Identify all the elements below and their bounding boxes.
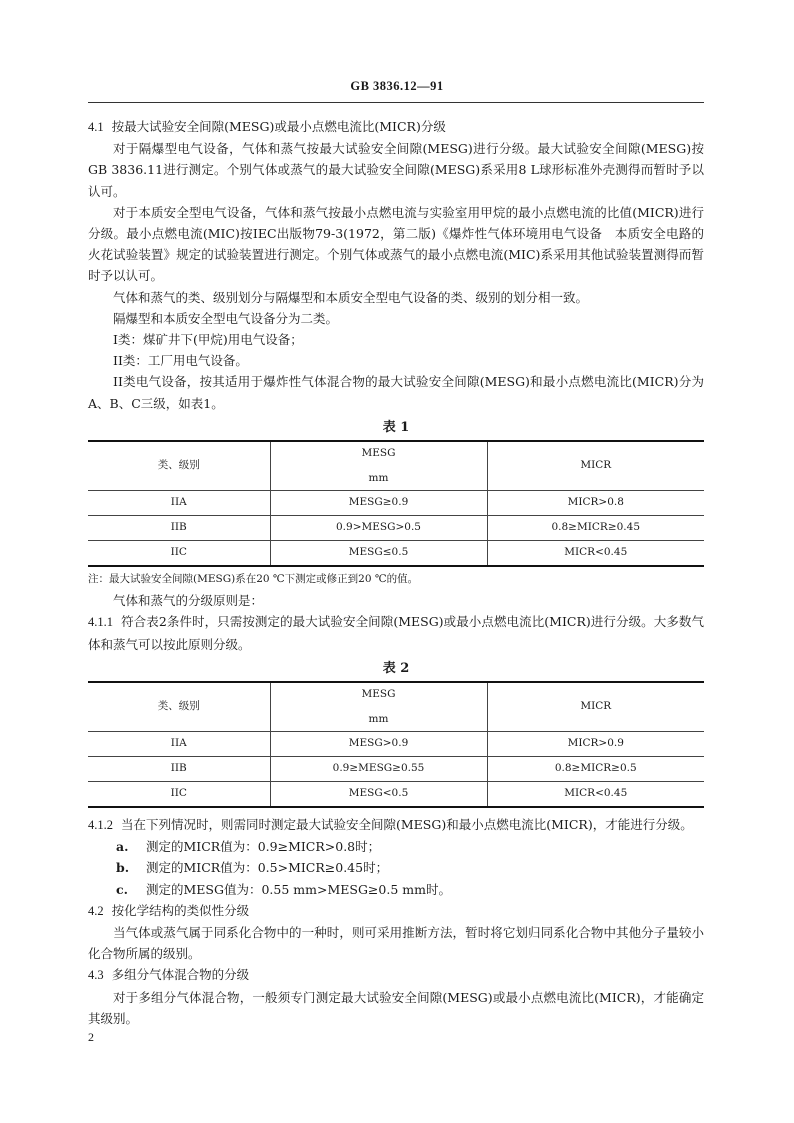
section-number: 4.1.1 [88,615,113,630]
cell-class: IIB [88,757,270,782]
cell-micr: MICR>0.8 [487,491,704,516]
table-1-caption: 表 1 [382,419,410,435]
header-class: 类、级别 [88,682,270,732]
cell-class: IIA [88,732,270,757]
cell-class: IIC [88,541,270,567]
list-label: c. [116,881,128,897]
table-row [88,782,704,808]
table-row [88,732,704,757]
cell-mesg: MESG>0.9 [270,732,487,757]
document-header: GB 3836.12—91 [350,79,444,93]
header-micr: MICR [487,682,704,732]
header-mesg [270,441,487,491]
cell-mesg: MESG≥0.9 [270,491,487,516]
paragraph: 当气体或蒸气属于同系化合物中的一种时，则可采用推断方法，暂时将它划归同系化合物中其他分子量较小化合物所属的级别。 [88,925,704,962]
table-row [88,757,704,782]
cell-mesg: 0.9≥MESG≥0.55 [270,757,487,782]
header-micr: MICR [487,441,704,491]
section-4-1-2 [88,814,704,836]
cell-mesg: 0.9>MESG>0.5 [270,516,487,541]
table-row [88,541,704,567]
section-4-1-heading [88,116,704,138]
list-label: b. [116,860,130,876]
list-label: a. [116,839,129,855]
table-header-row [88,441,704,491]
section-number: 4.1 [88,120,104,134]
table-2 [88,681,704,808]
principle-intro: 气体和蒸气的分级原则是： [113,593,264,609]
paragraph: 对于隔爆型电气设备，气体和蒸气按最大试验安全间隙(MESG)进行分级。最大试验安全间隙(MESG)按GB 3836.11进行测定。个别气体或蒸气的最大试验安全间隙(MESG)系采用8 L球形标准外壳测得而暂时予以认可。 [88,141,704,199]
table-row [88,491,704,516]
cell-class: IIA [88,491,270,516]
section-4-1-1 [88,611,704,654]
header-mesg [270,682,487,732]
header-rule [88,102,704,103]
cell-mesg: MESG<0.5 [270,782,487,808]
paragraph: 对于多组分气体混合物，一般须专门测定最大试验安全间隙(MESG)或最小点燃电流比(MICR)，才能确定其级别。 [88,989,704,1026]
section-title: 按最大试验安全间隙(MESG)或最小点燃电流比(MICR)分级 [111,119,446,134]
list-item [88,836,704,857]
section-text: 符合表2条件时，只需按测定的最大试验安全间隙(MESG)或最小点燃电流比(MICR)进行分级。大多数气体和蒸气可以按此原则分级。 [88,614,704,652]
list-text: 测定的MICR值为：0.5>MICR≥0.45时； [146,860,389,876]
list-text: 测定的MESG值为：0.55 mm>MESG≥0.5 mm时。 [146,881,451,897]
table-row [88,516,704,541]
list-text: 测定的MICR值为：0.9≥MICR>0.8时； [146,839,381,855]
section-title: 按化学结构的类似性分级 [111,902,250,918]
cell-micr: MICR>0.9 [487,732,704,757]
cell-class: IIB [88,516,270,541]
section-number: 4.2 [88,903,104,918]
list-item [88,857,704,878]
header-class: 类、级别 [88,441,270,491]
section-title: 多组分气体混合物的分级 [111,967,250,983]
table-2-caption: 表 2 [382,660,410,676]
cell-mesg: MESG≤0.5 [270,541,487,567]
list-item [88,879,704,900]
table-1 [88,440,704,567]
page-content [88,116,704,1029]
cell-class: IIC [88,782,270,808]
section-number: 4.1.2 [88,818,113,833]
header-mesg-unit: mm [368,471,389,484]
cell-micr: 0.8≥MICR≥0.5 [487,757,704,782]
table-header-row [88,682,704,732]
table-1-note: 注：最大试验安全间隙(MESG)系在20 ℃下测定或修正到20 ℃的值。 [88,573,419,586]
paragraph: 隔爆型和本质安全型电气设备分为二类。 [113,310,339,326]
section-number: 4.3 [88,968,104,983]
class-1-line: I类：煤矿井下(甲烷)用电气设备； [113,332,303,348]
paragraph: II类电气设备，按其适用于爆炸性气体混合物的最大试验安全间隙(MESG)和最小点燃电流比(MICR)分为A、B、C三级，如表1。 [88,374,704,411]
header-mesg-unit: mm [368,712,389,725]
section-text: 当在下列情况时，则需同时测定最大试验安全间隙(MESG)和最小点燃电流比(MICR)，才能进行分级。 [121,817,693,833]
section-4-2-heading [88,900,704,922]
cell-micr: MICR<0.45 [487,782,704,808]
section-4-3-heading [88,964,704,986]
cell-micr: 0.8≥MICR≥0.45 [487,516,704,541]
paragraph: 对于本质安全型电气设备，气体和蒸气按最小点燃电流与实验室用甲烷的最小点燃电流的比值(MICR)进行分级。最小点燃电流(MIC)按IEC出版物79-3(1972，第二版)《爆炸性气体环境用电气设备 本质安全电路的火花试验装置》规定的试验装置进行测定。个别气体或蒸气的最小点燃电流(MIC)系采用其他试验装置测得而暂时予以认可。 [88,204,704,284]
cell-micr: MICR<0.45 [487,541,704,567]
page-number: 2 [88,1030,94,1044]
header-mesg-label: MESG [361,688,396,701]
class-2-line: II类：工厂用电气设备。 [113,353,248,369]
paragraph: 气体和蒸气的类、级别划分与隔爆型和本质安全型电气设备的类、级别的划分相一致。 [113,289,589,305]
header-mesg-label: MESG [361,447,396,460]
